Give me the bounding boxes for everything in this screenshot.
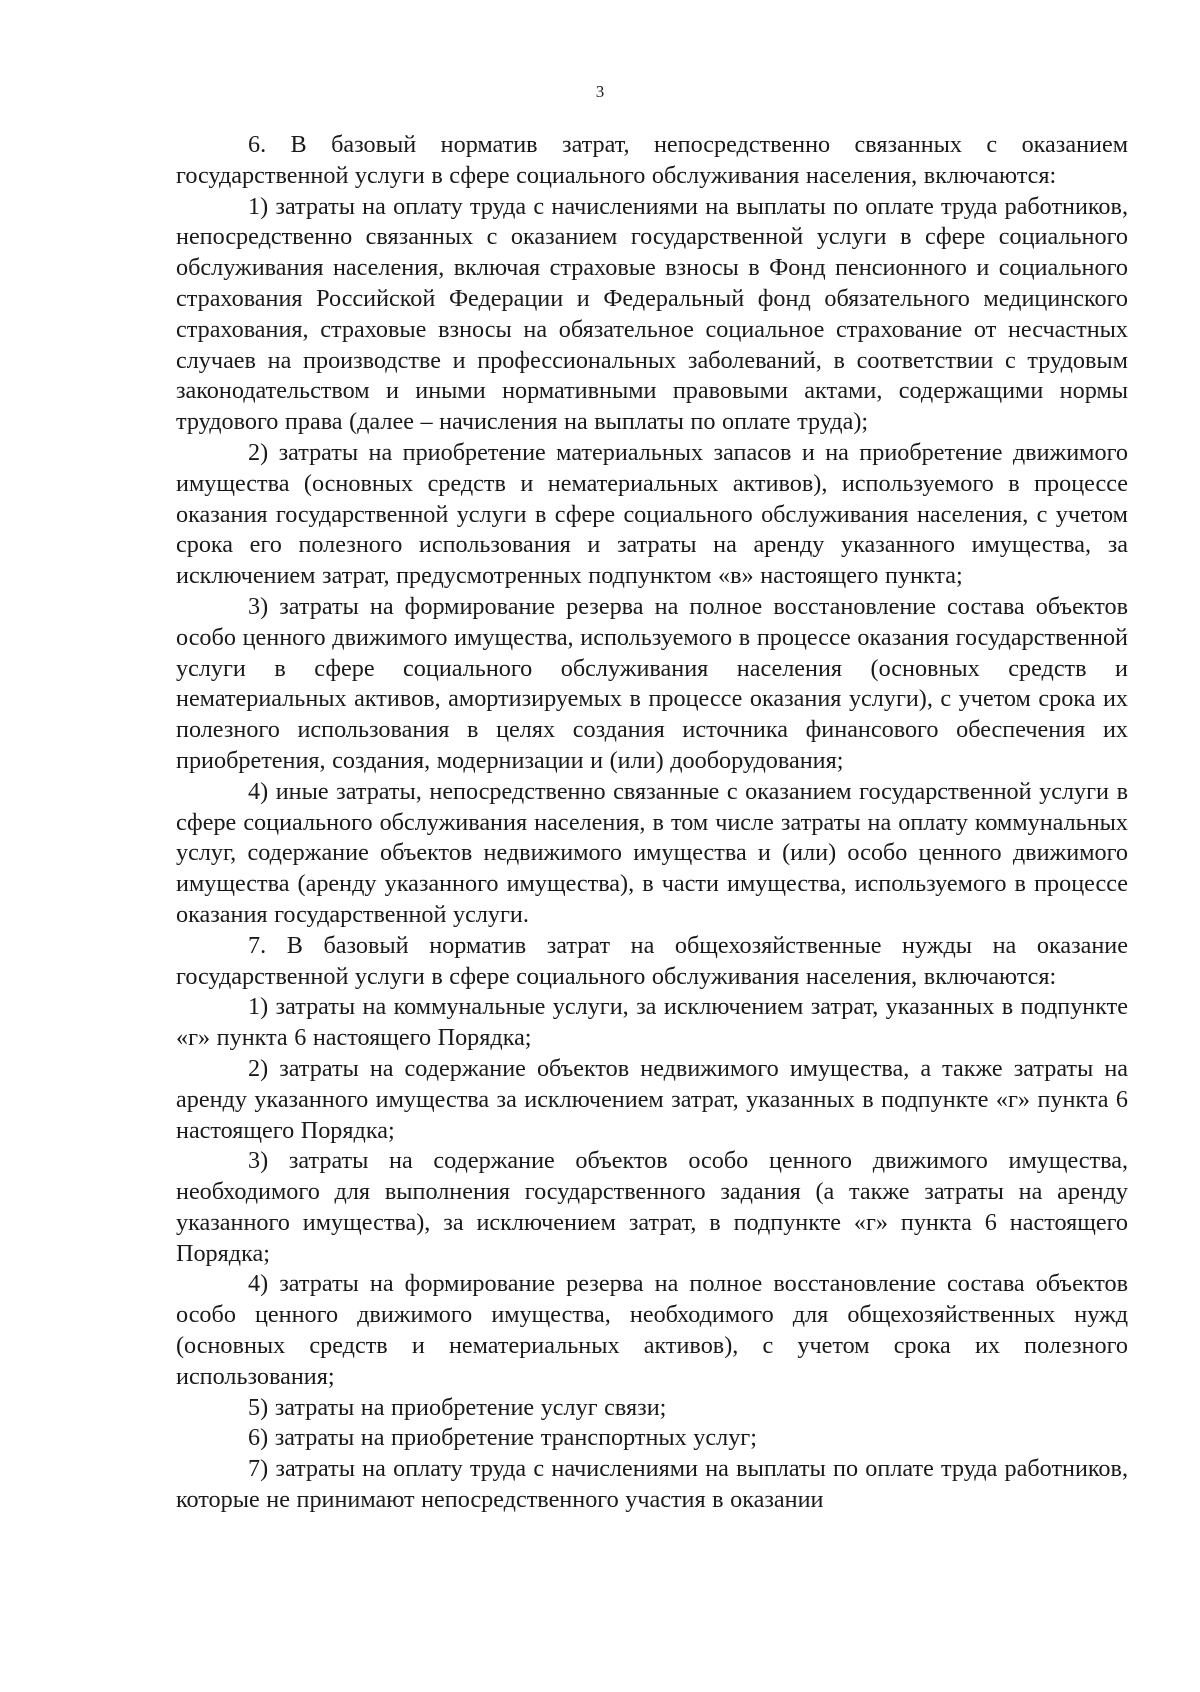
paragraph-7-item-3: 3) затраты на содержание объектов особо ценного движимого имущества, необходимого для выполнения государственного задания (а также затраты на аренду указанного имущества), за исключением затрат, в подпункте «г» пункта 6 настоящего Порядка;: [176, 1147, 1128, 1267]
paragraph-6-item-1: 1) затраты на оплату труда с начислениями на выплаты по оплате труда работников, непосредственно связанных с оказанием государственной услуги в сфере социального обслуживания населения, включая страховые взносы в Фонд пенсионного и социального страхования Российской Федерации и Федеральный фонд обязательного медицинского страхования, страховые взносы на обязательное социальное страхование от несчастных случаев на производстве и профессиональных заболеваний, в соответствии с трудовым законодательством и иными нормативными правовыми актами, содержащими нормы трудового права (далее – начисления на выплаты по оплате труда);: [176, 192, 1128, 436]
paragraph-7-item-6: 6) затраты на приобретение транспортных услуг;: [248, 1424, 757, 1452]
paragraph-6-item-3: 3) затраты на формирование резерва на полное восстановление состава объектов особо ценного движимого имущества, используемого в процессе оказания государственной услуги в сфере социального обслуживания населения (основных средств и нематериальных активов, амортизируемых в процессе оказания услуги), с учетом срока их полезного использования в целях создания источника финансового обеспечения их приобретения, создания, модернизации и (или) дооборудования;: [176, 592, 1128, 774]
page-number: 3: [595, 82, 605, 101]
paragraph-6-item-4: 4) иные затраты, непосредственно связанные с оказанием государственной услуги в сфере социального обслуживания населения, в том числе затраты на оплату коммунальных услуг, содержание объектов недвижимого имущества и (или) особо ценного движимого имущества (аренду указанного имущества), в части имущества, используемого в процессе оказания государственной услуги.: [176, 777, 1128, 928]
paragraph-7-item-2: 2) затраты на содержание объектов недвижимого имущества, а также затраты на аренду указанного имущества за исключением затрат, указанных в подпункте «г» пункта 6 настоящего Порядка;: [176, 1054, 1128, 1144]
paragraph-7: 7. В базовый норматив затрат на общехозяйственные нужды на оказание государственной услуги в сфере социального обслуживания населения, включаются:: [176, 931, 1128, 990]
document-body: [176, 130, 1128, 1516]
paragraph-7-item-4: 4) затраты на формирование резерва на полное восстановление состава объектов особо ценного движимого имущества, необходимого для общехозяйственных нужд (основных средств и нематериальных активов), с учетом срока их полезного использования;: [176, 1270, 1128, 1390]
paragraph-6: 6. В базовый норматив затрат, непосредственно связанных с оказанием государственной услуги в сфере социального обслуживания населения, включаются:: [176, 131, 1128, 189]
paragraph-7-item-1: 1) затраты на коммунальные услуги, за исключением затрат, указанных в подпункте «г» пункта 6 настоящего Порядка;: [176, 993, 1128, 1052]
paragraph-7-item-7: 7) затраты на оплату труда с начислениями на выплаты по оплате труда работников, которые не принимают непосредственного участия в оказании: [176, 1455, 1128, 1514]
paragraph-6-item-2: 2) затраты на приобретение материальных запасов и на приобретение движимого имущества (основных средств и нематериальных активов), используемого в процессе оказания государственной услуги в сфере социального обслуживания населения, с учетом срока его полезного использования и затраты на аренду указанного имущества, за исключением затрат, предусмотренных подпунктом «в» настоящего пункта;: [176, 438, 1128, 590]
paragraph-7-item-5: 5) затраты на приобретение услуг связи;: [248, 1393, 667, 1421]
